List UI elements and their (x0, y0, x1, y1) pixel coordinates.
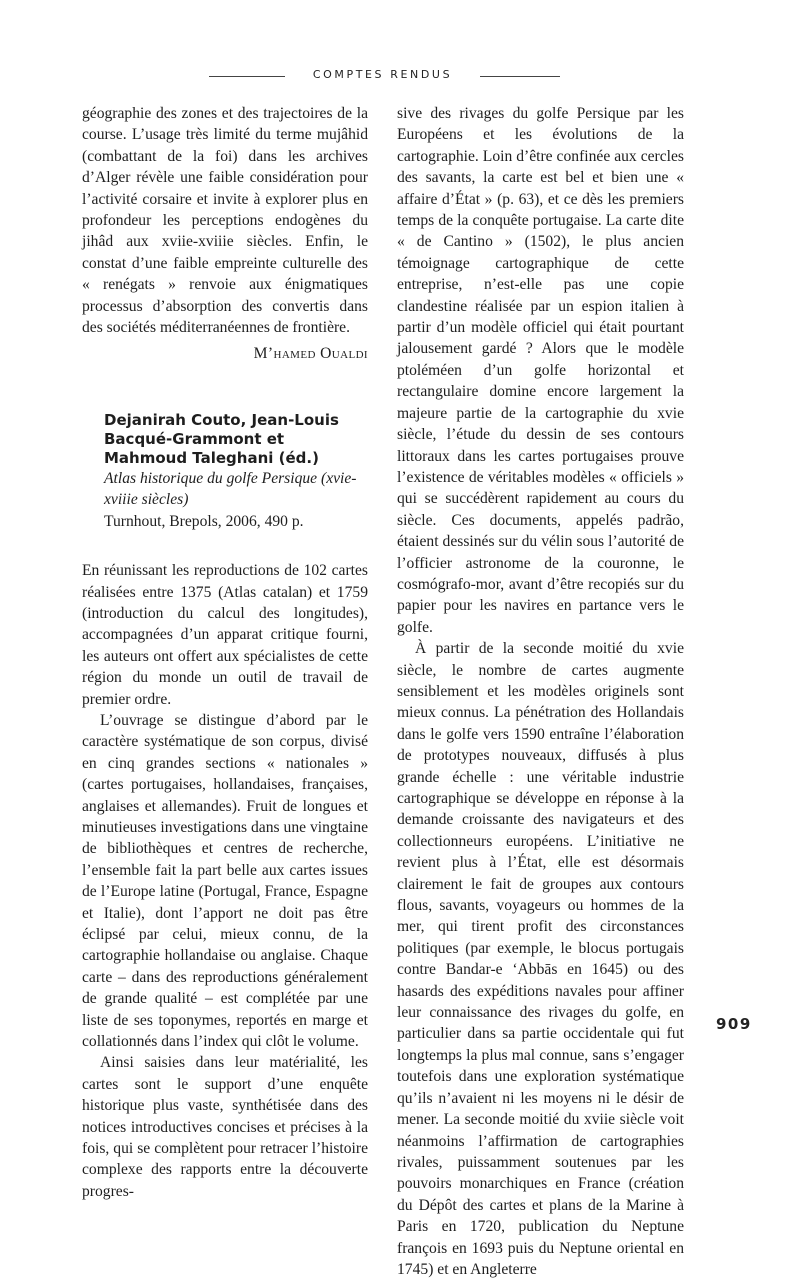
right-column (397, 103, 684, 1280)
book-publisher: Turnhout, Brepols, 2006, 490 p. (104, 512, 304, 530)
book-title: Atlas historique du golfe Persique (xvie-xviiie siècles) (104, 469, 357, 509)
book-authors: Dejanirah Couto, Jean-Louis Bacqué-Grammont et Mahmoud Taleghani (éd.) (104, 410, 339, 467)
header-rule-left (209, 76, 285, 77)
running-title: COMPTES RENDUS (312, 68, 453, 81)
reviewer-signature: M’hamed Oualdi (253, 345, 368, 363)
review-paragraph: sive des rivages du golfe Persique par les Européens et les évolutions de la cartographie. Loin d’être confinée aux cercles des savants, la carte est bel et bien une « affaire d’État » (p. 63), et ce dès les premiers temps de la conquête portugaise. La carte dite « de Cantino » (1502), le plus ancien témoignage cartographique de cette entreprise, n’est-elle pas une copie clandestine réalisée par un espion italien à partir d’un modèle officiel qui était pourtant jalousement gardé ? Alors que le modèle ptoléméen d’un golfe horizontal et rectangulaire domine encore largement la majeure partie de la cartographie du xvie siècle, l’étude du dessin de ses contours littoraux dans les cartes portugaises prouve l’existence de véritables modèles « officiels » qui se succédèrent rapidement au cours du siècle. Ces documents, appelés padrão, étaient dessinés sur du vélin sous l’autorité de l’officier astronome de la couronne, le cosmógrafo-mor, avant d’être recopiés sur du papier pour les navires en partance vers le golfe. (397, 105, 684, 636)
review-paragraph: À partir de la seconde moitié du xvie siècle, le nombre de cartes augmente sensiblement et les modèles originels sont mieux connus. La pénétration des Hollandais dans le golfe vers 1590 entraîne l’élaboration de prototypes nouveaux, diffusés à plus grande échelle : une véritable industrie cartographique se développe en réponse à la demande croissante des navigateurs et des collectionneurs européens. L’initiative ne revient plus à l’État, elle est désormais clairement le fait de groupes aux contours flous, savants, voyageurs ou hommes de la mer, qui tirent profit des circonstances politiques (par exemple, le blocus portugais contre Bandar-e ‘Abbās en 1645) ou des hasards des expéditions navales pour affiner leur connaissance des rivages du golfe, en particulier dans sa partie occidentale qui fut longtemps la plus mal connue, sans s’engager toutefois dans une exploration systématique qu’ils n’avaient ni les moyens ni le désir de mener. La seconde moitié du xviie siècle voit néanmoins l’affirmation de cartographies rivales, puissamment soutenues par les pouvoirs monarchiques en France (création du Dépôt des cartes et plans de la Marine à Paris en 1720, publication du Neptune françois en 1693 puis du Neptune oriental en 1745) et en Angleterre (397, 640, 684, 1278)
header-rule-right (480, 76, 560, 77)
left-column (82, 103, 368, 1202)
review-paragraph: En réunissant les reproductions de 102 cartes réalisées entre 1375 (Atlas catalan) et 1759 (introduction du calcul des longitudes), accompagnées d’un apparat critique fourni, les auteurs ont offert aux spécialistes de cette région du monde un outil de travail de premier ordre. (82, 562, 368, 708)
book-reference (104, 411, 368, 532)
page-number: 909 (716, 1015, 752, 1033)
running-header (0, 66, 800, 86)
review-paragraph: L’ouvrage se distingue d’abord par le caractère systématique de son corpus, divisé en cinq grandes sections « nationales » (cartes portugaises, hollandaises, françaises, anglaises et allemandes). Fruit de longues et minutieuses investigations dans une vingtaine de bibliothèques et centres de recherche, l’ensemble fait la part belle aux cartes issues de l’Europe latine (Portugal, France, Espagne et Italie), dont l’apport ne doit pas être éclipsé par celui, mieux connu, de la cartographie hollandaise ou anglaise. Chaque carte – dans des reproductions généralement de grande qualité – est complétée par une liste de ses toponymes, reportés en marge et collationnés dans l’index qui clôt le volume. (82, 711, 368, 1051)
review-continuation: géographie des zones et des trajectoires de la course. L’usage très limité du terme mujâhid (combattant de la foi) dans les archives d’Alger révèle une faible considération pour l’activité corsaire et invite à explorer plus en profondeur les perceptions endogènes du jihâd aux xviie-xviiie siècles. Enfin, le constat d’une faible empreinte culturelle des « renégats » renvoie aux énigmatiques processus d’absorption des convertis dans des sociétés méditerranéennes de frontière. (82, 105, 368, 337)
review-paragraph: Ainsi saisies dans leur matérialité, les cartes sont le support d’une enquête historique plus vaste, synthétisée dans des notices introductives concises et précises à la fois, qui se complètent pour retracer l’histoire complexe des rapports entre la découverte progres- (82, 1054, 368, 1200)
